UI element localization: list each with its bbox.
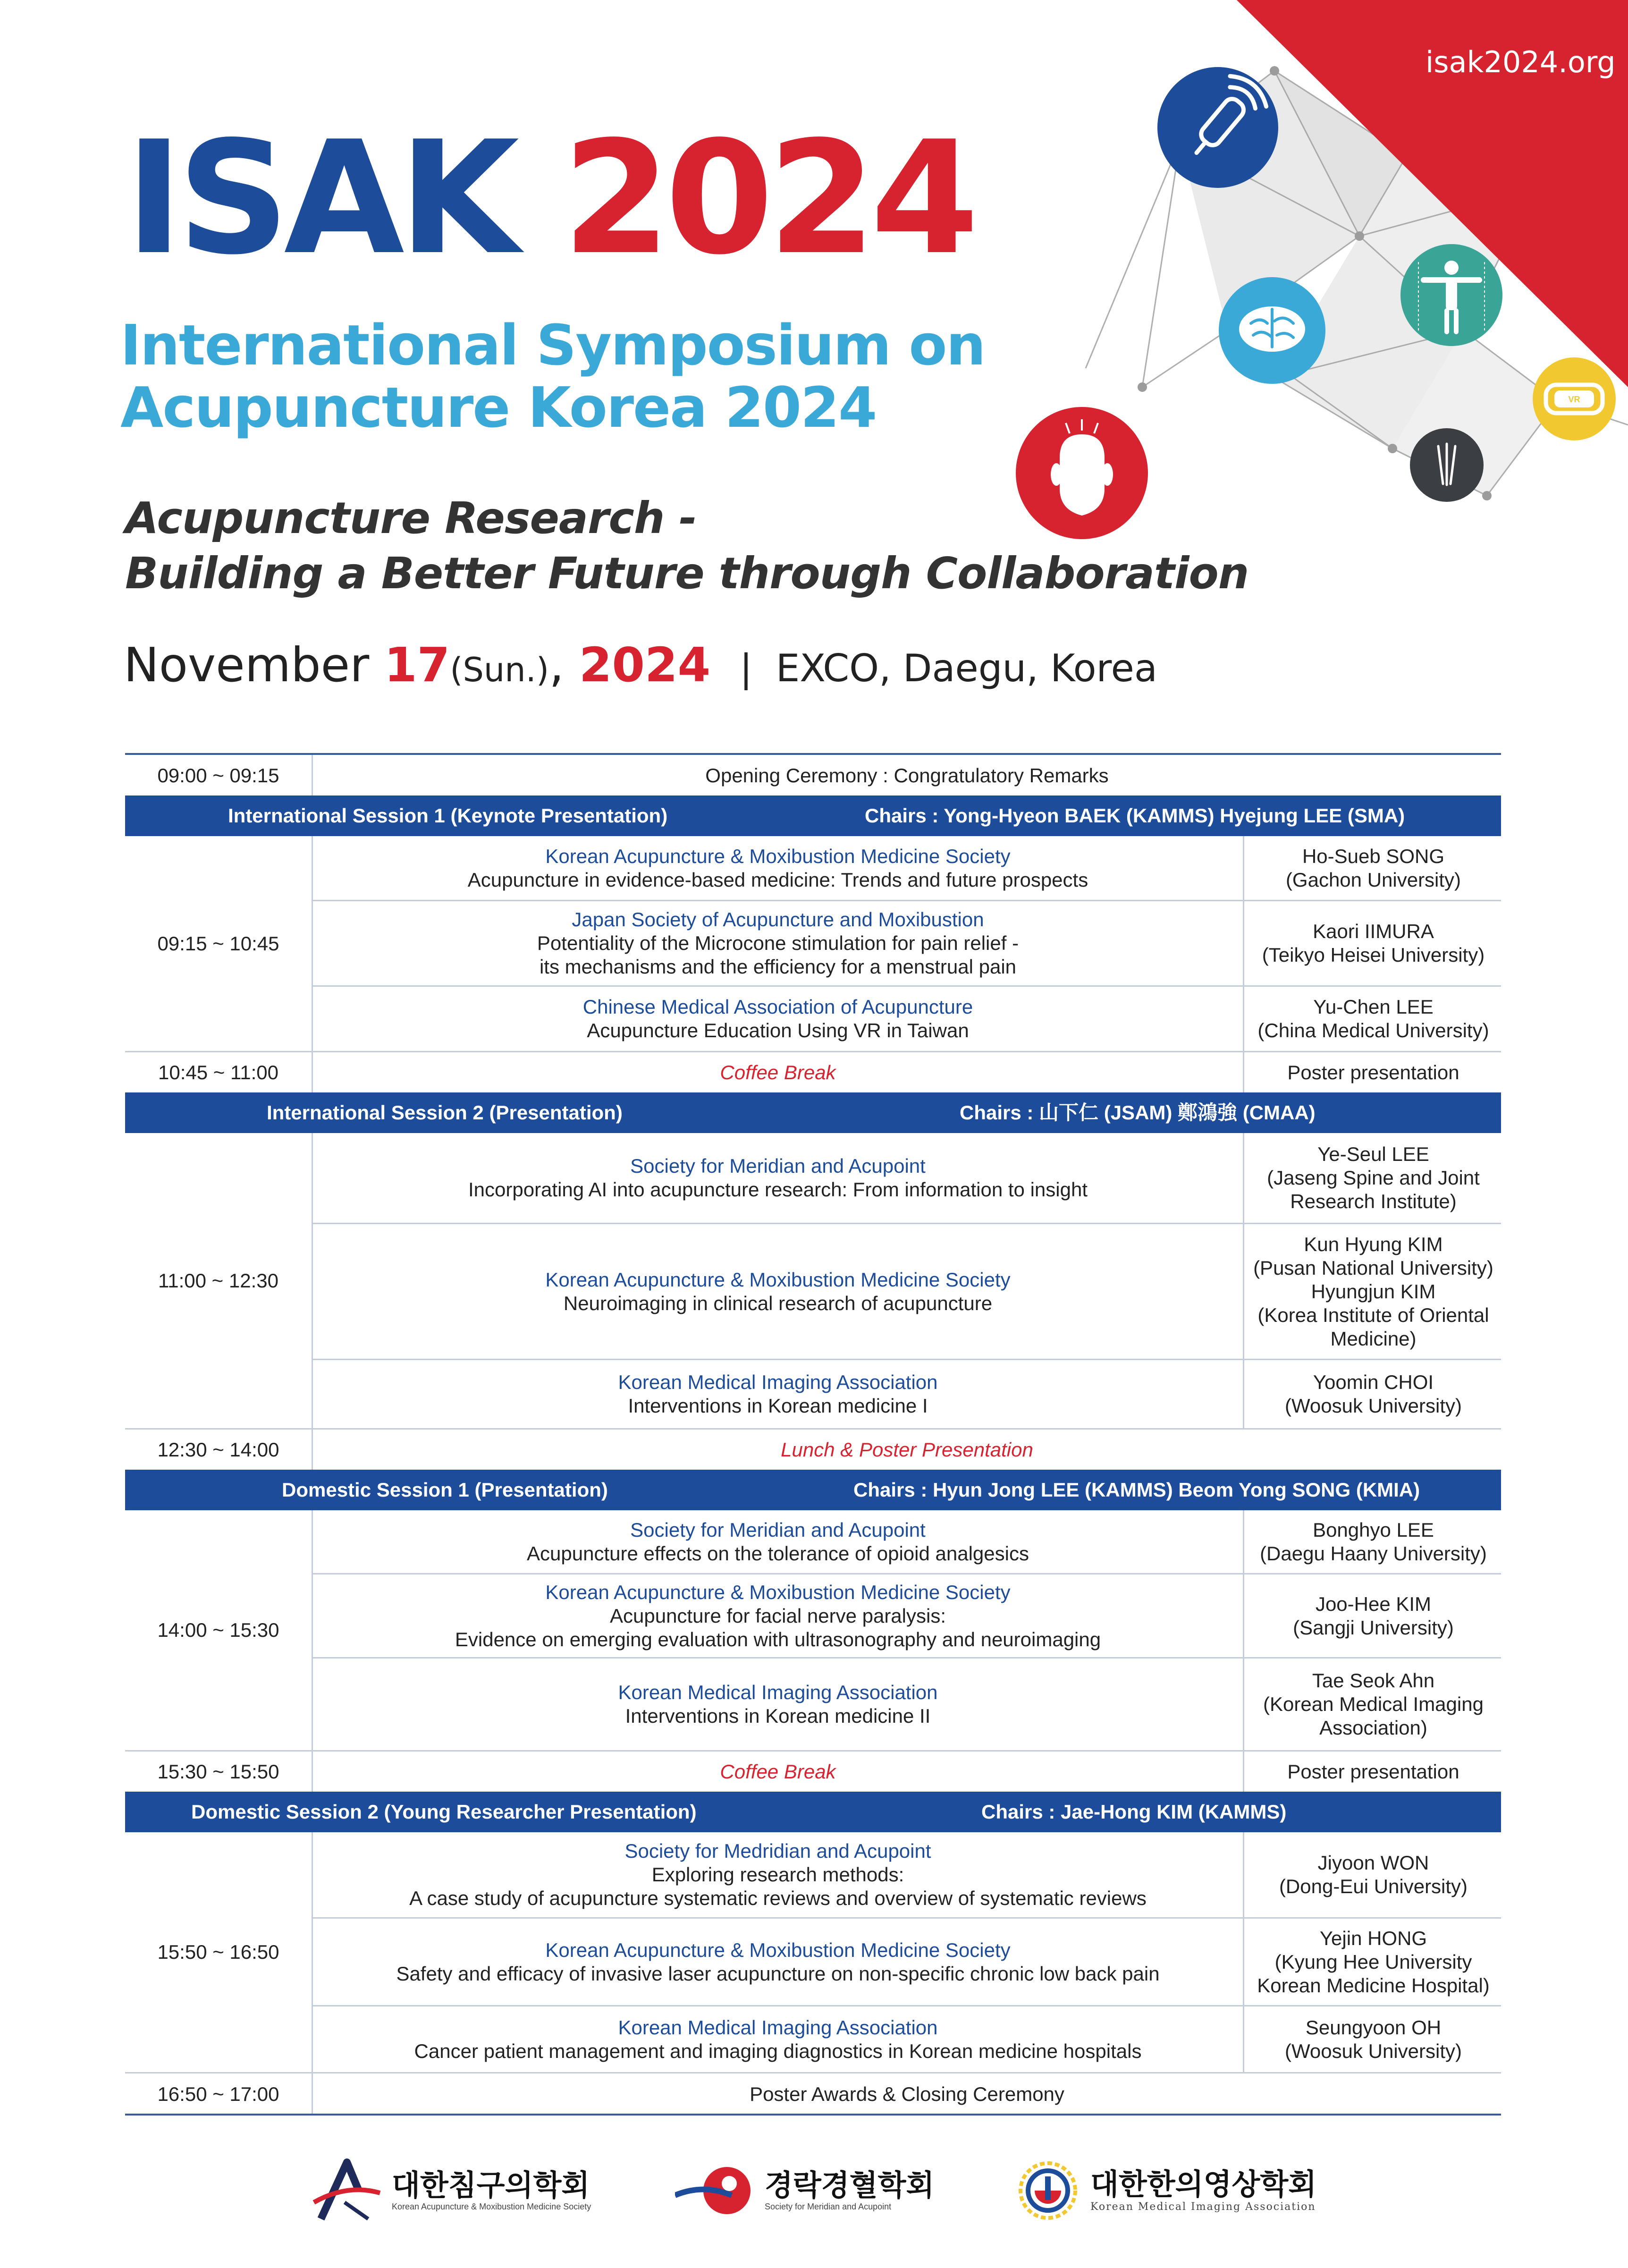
speaker-affiliation: (Sangji University): [1293, 1616, 1454, 1639]
speaker-affiliation: (Woosuk University): [1285, 2040, 1462, 2062]
break-text: Coffee Break: [720, 1760, 836, 1783]
speaker-affiliation: (Gachon University): [1285, 868, 1461, 891]
talk-speaker: [1243, 1832, 1502, 1917]
talk-content: [313, 901, 1243, 985]
talk-organization: Korean Acupuncture & Moxibustion Medicine Society: [545, 845, 1011, 867]
talk-topic: Acupuncture in evidence-based medicine: Trends and future prospects: [467, 868, 1088, 891]
speaker-name: Jiyoon WON: [1317, 1852, 1429, 1874]
talk-topic: Interventions in Korean medicine II: [625, 1705, 931, 1727]
talk-content: [313, 1832, 1243, 1917]
time-cell: 15:30 ~ 15:50: [157, 1760, 279, 1783]
logo-english-name: Korean Acupuncture & Moxibustion Medicine Society: [392, 2201, 591, 2211]
talk-organization: Korean Medical Imaging Association: [618, 2016, 938, 2039]
title-year: 2024: [562, 108, 973, 289]
speaker-name: Bonghyo LEE: [1313, 1518, 1434, 1541]
talk-speaker: [1243, 1919, 1502, 2005]
talk-speaker: [1243, 1224, 1502, 1359]
session-header-ds1: [125, 1470, 1501, 1510]
talk-topic: Evidence on emerging evaluation with ultrasonography and neuroimaging: [455, 1628, 1101, 1650]
talk-organization: Korean Medical Imaging Association: [618, 1371, 938, 1393]
speaker-name: Hyungjun KIM: [1311, 1280, 1436, 1303]
speaker-affiliation: (Pusan National University): [1253, 1256, 1493, 1279]
talk-organization: Society for Meridian and Acupoint: [630, 1155, 926, 1177]
session-chairs: Chairs : Jae-Hong KIM (KAMMS): [981, 1801, 1287, 1823]
talk-organization: Korean Medical Imaging Association: [618, 1681, 938, 1703]
subtitle-line: Acupuncture Korea 2024: [120, 375, 877, 440]
speaker-name: Seungyoon OH: [1305, 2016, 1442, 2039]
event-venue: EXCO, Daegu, Korea: [776, 646, 1157, 690]
logo-korean-name: 경락경혈학회: [765, 2168, 935, 2203]
speaker-name: Joo-Hee KIM: [1315, 1592, 1432, 1615]
talk-topic: Incorporating AI into acupuncture research: From information to insight: [468, 1178, 1088, 1201]
date-year: 2024: [579, 637, 711, 693]
event-title: [125, 108, 973, 289]
time-cell: 12:30 ~ 14:00: [157, 1438, 279, 1461]
session-chairs: Chairs : Hyun Jong LEE (KAMMS) Beom Yong SONG (KMIA): [853, 1479, 1420, 1501]
talk-organization: Society for Meridian and Acupoint: [630, 1518, 926, 1541]
theme-line: Acupuncture Research -: [125, 493, 697, 543]
session-title: Domestic Session 2 (Young Researcher Presentation): [191, 1801, 697, 1823]
vr-headset-icon: [1532, 356, 1617, 441]
talk-speaker: [1243, 2006, 1502, 2072]
talk-content: [313, 1919, 1243, 2005]
session-chairs: Chairs : 山下仁 (JSAM) 鄭鴻強 (CMAA): [960, 1101, 1316, 1124]
kamms-logo-icon: [312, 2158, 382, 2224]
talk-topic: A case study of acupuncture systematic reviews and overview of systematic reviews: [409, 1887, 1147, 1909]
ultrasound-probe-icon: [1156, 66, 1279, 189]
human-body-icon: [1400, 243, 1503, 347]
talk-organization: Japan Society of Acupuncture and Moxibustion: [572, 908, 984, 931]
date-comma: ,: [549, 637, 565, 693]
svg-text:VR: VR: [1568, 395, 1580, 404]
brain-icon: [1218, 276, 1326, 385]
talk-topic: Potentiality of the Microcone stimulation for pain relief -: [537, 932, 1019, 954]
speaker-affiliation: (Daegu Haany University): [1260, 1542, 1487, 1565]
talk-organization: Society for Medridian and Acupoint: [624, 1840, 931, 1862]
schedule-row-lunch: [125, 1428, 1501, 1470]
speaker-name: Yoomin CHOI: [1313, 1371, 1434, 1393]
session-header-is1: [125, 795, 1501, 836]
speaker-affiliation: Research Institute): [1290, 1190, 1457, 1212]
talk-speaker: [1243, 987, 1502, 1051]
talk-speaker: [1243, 901, 1502, 985]
date-day: 17: [384, 637, 450, 693]
logo-kamms: [312, 2158, 591, 2224]
speaker-affiliation: Association): [1319, 1717, 1427, 1739]
talk-speaker: [1243, 1659, 1502, 1750]
time-cell: 14:00 ~ 15:30: [157, 1619, 279, 1641]
event-subtitle: [120, 314, 985, 439]
talk-organization: Korean Acupuncture & Moxibustion Medicine Society: [545, 1268, 1011, 1291]
speaker-affiliation: (Dong-Eui University): [1279, 1875, 1468, 1897]
speaker-affiliation: (Woosuk University): [1285, 1395, 1462, 1417]
talk-topic: Exploring research methods:: [651, 1863, 904, 1886]
speaker-affiliation: (Jaseng Spine and Joint: [1267, 1167, 1480, 1189]
acupuncture-needles-icon: [1409, 427, 1485, 503]
time-cell: 10:45 ~ 11:00: [158, 1061, 278, 1083]
session-header-ds2: [125, 1792, 1501, 1832]
talk-topic: Acupuncture effects on the tolerance of opioid analgesics: [527, 1542, 1029, 1565]
talk-topic: Safety and efficacy of invasive laser acupuncture on non-specific chronic low back pain: [396, 1962, 1160, 1985]
time-cell: 09:15 ~ 10:45: [157, 932, 279, 955]
talk-content: [313, 1574, 1243, 1657]
talk-content: [313, 836, 1243, 900]
talk-topic: Interventions in Korean medicine I: [628, 1395, 928, 1417]
subtitle-line: International Symposium on: [120, 313, 985, 378]
talk-content: [313, 1133, 1243, 1223]
talk-topic: Acupuncture for facial nerve paralysis:: [609, 1604, 946, 1627]
website-url[interactable]: isak2024.org: [1426, 45, 1616, 79]
talk-topic: Acupuncture Education Using VR in Taiwan: [587, 1019, 969, 1041]
speaker-affiliation: (China Medical University): [1257, 1019, 1489, 1041]
speaker-affiliation: (Korean Medical Imaging: [1263, 1693, 1484, 1715]
schedule-row-break: [125, 1051, 1501, 1092]
talk-organization: Korean Acupuncture & Moxibustion Medicine Society: [545, 1581, 1011, 1603]
date-month: November: [124, 637, 370, 693]
talk-speaker: [1243, 1133, 1502, 1223]
talk-speaker: [1243, 1510, 1502, 1573]
logo-english-name: Society for Meridian and Acupoint: [765, 2201, 892, 2211]
talk-topic: its mechanisms and the efficiency for a menstrual pain: [539, 956, 1017, 978]
speaker-affiliation: (Korea Institute of Oriental: [1257, 1303, 1489, 1326]
logo-sma: [675, 2158, 934, 2224]
break-text: Coffee Break: [720, 1061, 836, 1083]
session-title: International Session 1 (Keynote Presentation): [228, 804, 668, 827]
event-date-venue: [124, 637, 1157, 693]
talk-topic: Neuroimaging in clinical research of acupuncture: [563, 1292, 993, 1314]
speaker-name: Yu-Chen LEE: [1313, 996, 1434, 1018]
talk-content: [313, 987, 1243, 1051]
schedule-row-closing: [125, 2072, 1501, 2115]
talk-content: [313, 1360, 1243, 1428]
kmia-logo-icon: [1015, 2158, 1081, 2224]
talk-organization: Korean Acupuncture & Moxibustion Medicine Society: [545, 1938, 1011, 1961]
schedule-row-opening: [125, 753, 1501, 796]
title-isak: ISAK: [125, 108, 514, 289]
schedule-row-break: [125, 1750, 1501, 1792]
speaker-affiliation: Korean Medicine Hospital): [1257, 1974, 1490, 1997]
time-cell: 11:00 ~ 12:30: [158, 1269, 278, 1292]
speaker-name: Ye-Seul LEE: [1317, 1143, 1429, 1165]
speaker-name: Tae Seok Ahn: [1312, 1669, 1435, 1692]
speaker-name: Kaori IIMURA: [1313, 920, 1434, 942]
talk-speaker: [1243, 1574, 1502, 1657]
lunch-text: Lunch & Poster Presentation: [781, 1438, 1033, 1461]
break-right-text: Poster presentation: [1243, 1752, 1502, 1792]
speaker-affiliation: Medicine): [1330, 1327, 1417, 1350]
theme-line: Building a Better Future through Collaboration: [125, 548, 1249, 599]
break-right-text: Poster presentation: [1243, 1052, 1502, 1092]
talk-speaker: [1243, 836, 1502, 900]
speaker-name: Kun Hyung KIM: [1304, 1233, 1443, 1255]
time-cell: 15:50 ~ 16:50: [157, 1941, 279, 1963]
logo-korean-name: 대한침구의학회: [392, 2168, 590, 2203]
time-cell: 16:50 ~ 17:00: [157, 2083, 279, 2105]
logo-english-name: Korean Medical Imaging Association: [1090, 2200, 1316, 2213]
speaker-affiliation: (Teikyo Heisei University): [1262, 944, 1485, 966]
session-title: International Session 2 (Presentation): [267, 1101, 623, 1124]
session-chairs: Chairs : Yong-Hyeon BAEK (KAMMS) Hyejung LEE (SMA): [865, 804, 1405, 827]
session-text: Opening Ceremony : Congratulatory Remarks: [705, 764, 1109, 787]
speaker-name: Yejin HONG: [1319, 1927, 1427, 1949]
talk-content: [313, 1224, 1243, 1359]
event-theme: [125, 491, 1248, 601]
talk-content: [313, 1510, 1243, 1573]
talk-content: [313, 2006, 1243, 2072]
logo-kmia: [1015, 2158, 1316, 2224]
sma-logo-icon: [675, 2158, 755, 2224]
date-separator: |: [739, 646, 752, 690]
session-header-is2: [125, 1092, 1501, 1133]
time-cell: 09:00 ~ 09:15: [157, 764, 279, 787]
talk-topic: Cancer patient management and imaging diagnostics in Korean medicine hospitals: [414, 2040, 1142, 2062]
talk-content: [313, 1659, 1243, 1750]
talk-speaker: [1243, 1360, 1502, 1428]
speaker-affiliation: (Kyung Hee University: [1274, 1950, 1472, 1973]
date-weekday: (Sun.): [450, 651, 549, 689]
talk-organization: Chinese Medical Association of Acupuncture: [582, 996, 973, 1018]
session-title: Domestic Session 1 (Presentation): [282, 1479, 608, 1501]
speaker-name: Ho-Sueb SONG: [1302, 845, 1445, 867]
session-text: Poster Awards & Closing Ceremony: [750, 2083, 1064, 2105]
logo-korean-name: 대한한의영상학회: [1090, 2167, 1317, 2202]
